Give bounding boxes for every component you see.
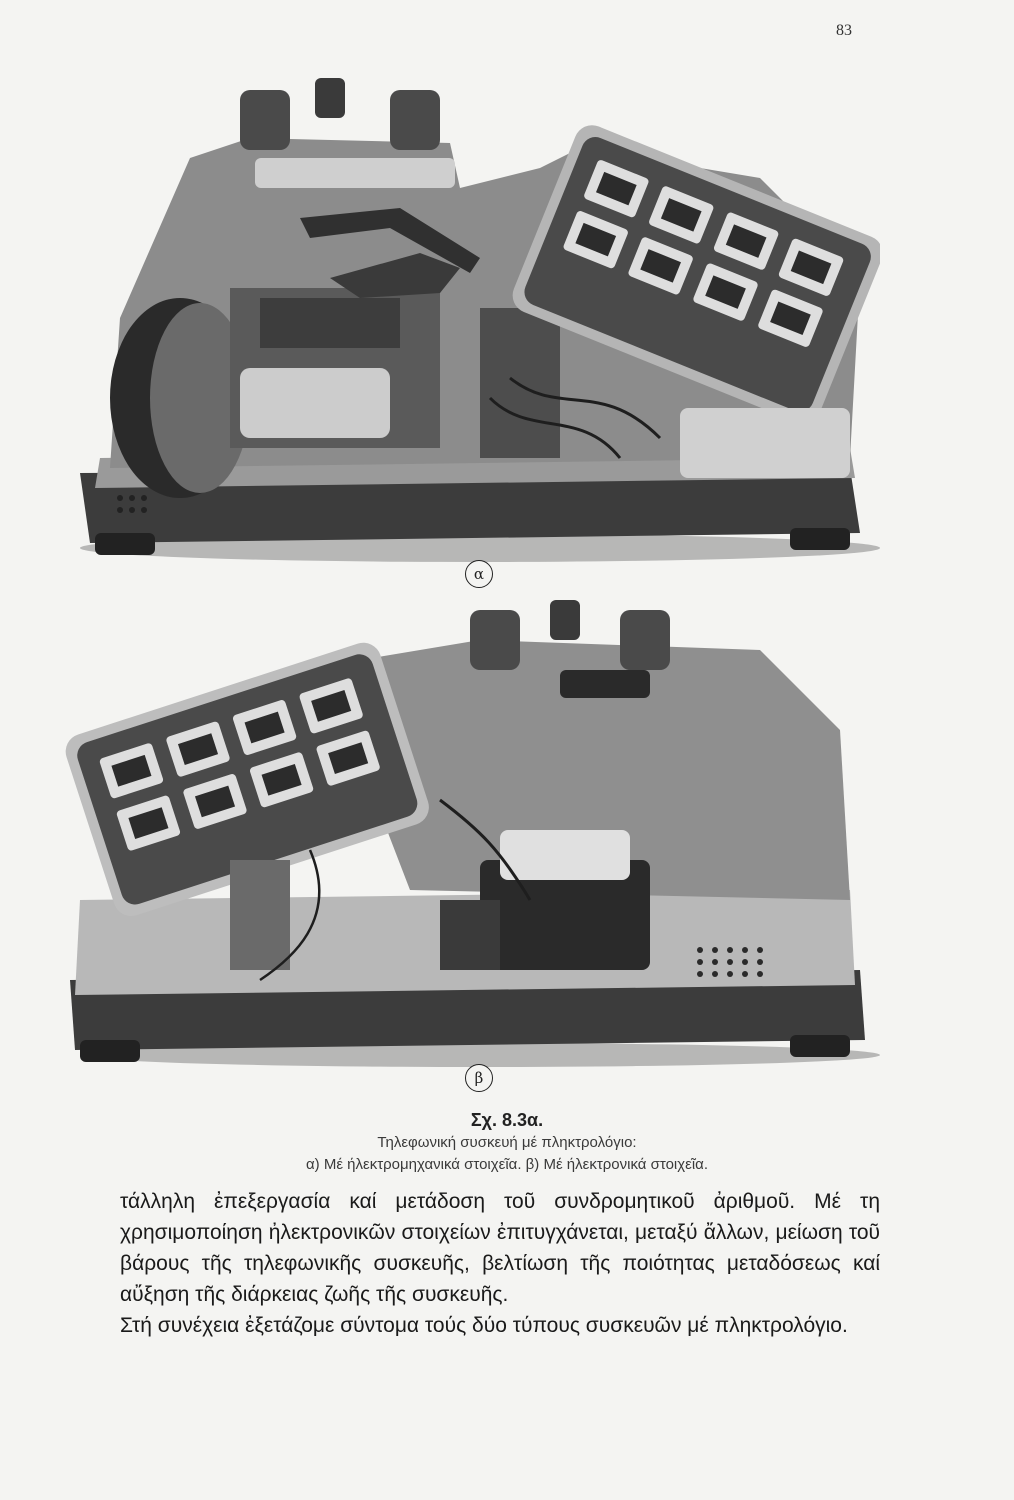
body-paragraph-1 bbox=[120, 1186, 880, 1310]
figure-caption-line1: Τηλεφωνική συσκευή μέ πληκτρολόγιο: bbox=[377, 1134, 637, 1151]
figure-label-b: β bbox=[465, 1064, 493, 1092]
figure-caption-line2: α) Μέ ήλεκτρομηχανικά στοιχεῖα. β) Μέ ήλεκτρονικά στοιχεῖα. bbox=[305, 1156, 708, 1173]
photo-electromechanical-telephone bbox=[60, 78, 880, 568]
figure-label-a: α bbox=[465, 560, 493, 588]
body-paragraph-2 bbox=[120, 1310, 880, 1341]
page-number: 83 bbox=[836, 22, 852, 39]
figure-caption-title: Σχ. 8.3α. bbox=[470, 1110, 544, 1130]
photo-electronic-telephone bbox=[60, 600, 880, 1070]
body-paragraph-2-text: Στή συνέχεια ἐξετάζομε σύντομα τούς δύο τύπους συσκευῶν μέ πληκτρολόγιο. bbox=[120, 1314, 848, 1337]
body-paragraph-1-text: τάλληλη ἐπεξεργασία καί μετάδοση τοῦ συνδρομητικοῦ ἀριθμοῦ. Μέ τη χρησιμοποίηση ἠλεκτρονικῶν στοιχείων ἐπιτυγχάνεται, μεταξύ ἄλλων, μείωση τοῦ βάρους τῆς τηλεφωνικῆς συσκευῆς, βελτίωση τῆς ποιότητας μεταδόσεως καί αὔξηση τῆς διάρκειας ζωῆς τῆς συσκευῆς. bbox=[120, 1190, 880, 1306]
